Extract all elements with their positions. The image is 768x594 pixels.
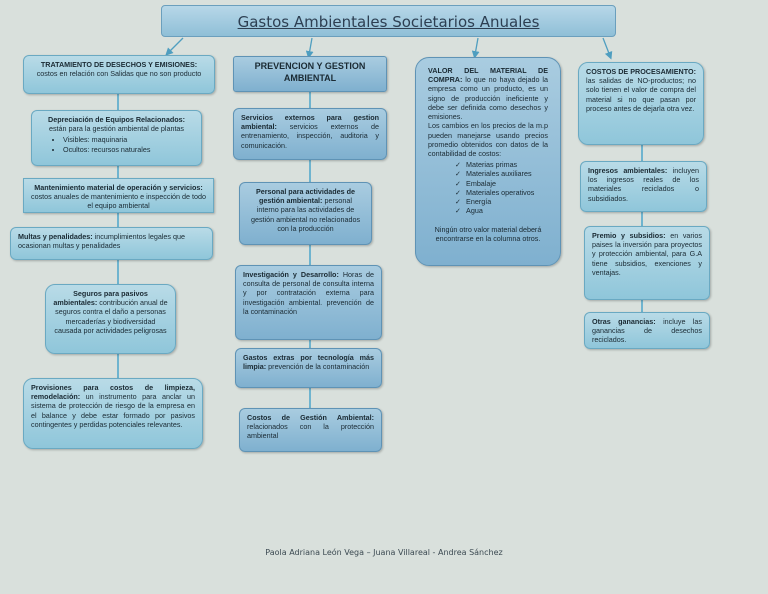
provisiones-heading: Provisiones para costos de limpieza, remodelación: xyxy=(31,383,195,402)
connector-line xyxy=(117,94,119,110)
desechos-emisiones-box xyxy=(23,55,215,94)
tecnologia-limpia-text: prevención de la contaminación xyxy=(268,362,370,372)
personal-heading: Personal para actividades de gestión ambiental: xyxy=(255,187,356,206)
multas-box xyxy=(10,227,213,260)
connector-line xyxy=(117,354,119,378)
costos-procesamiento-heading: COSTOS DE PROCESAMIENTO: xyxy=(586,67,696,76)
seguros-heading: Seguros para pasivos ambientales: xyxy=(53,289,148,308)
arrow-col4 xyxy=(603,38,610,56)
otras-ganancias-text: incluye las ganancias de desechos reciclados. xyxy=(592,317,703,345)
connector-line xyxy=(641,300,643,312)
ingresos-ambientales-heading: Ingresos ambientales: xyxy=(588,166,668,175)
valor-material-heading: VALOR DEL MATERIAL DE COMPRA: xyxy=(428,66,548,85)
depreciacion-box xyxy=(31,110,202,166)
personal-text: personal interno para las actividades de gestión ambiental no relacionados con la producción xyxy=(250,196,361,233)
tecnologia-limpia-box xyxy=(235,348,382,388)
depreciacion-text: están para la gestión ambiental de plantas xyxy=(48,124,185,134)
connector-line xyxy=(117,213,119,227)
servicios-externos-text: servicios externos de entrenamiento, inspección, auditoria y comunicación. xyxy=(241,122,379,150)
multas-text: incumplimientos legales que ocasionan multas y penalidades xyxy=(18,232,185,251)
seguros-box xyxy=(45,284,176,354)
mantenimiento-text: costos anuales de mantenimiento e inspección de todo el equipo ambiental xyxy=(31,192,207,211)
valor-material-text-2: Los cambios en los precios de la m.p pueden manejarse usando precios promedio obtenidos con datos de la contabilidad de costos: xyxy=(428,121,548,158)
connector-line xyxy=(309,340,311,348)
arrow-col2 xyxy=(309,38,312,55)
arrow-col1 xyxy=(168,38,183,53)
page-title: Gastos Ambientales Societarios Anuales xyxy=(161,5,616,37)
arrow-col3 xyxy=(475,38,478,55)
list-item: ✓ Energía xyxy=(466,197,548,206)
investigacion-box xyxy=(235,265,382,340)
connector-line xyxy=(117,166,119,178)
provisiones-box xyxy=(23,378,203,449)
premio-subsidios-heading: Premio y subsidios: xyxy=(592,231,666,240)
mantenimiento-heading: Mantenimiento material de operación y servicios: xyxy=(34,183,203,192)
multas-heading: Multas y penalidades: xyxy=(18,232,93,241)
connector-line xyxy=(309,388,311,408)
connector-line xyxy=(309,245,311,265)
connector-line xyxy=(641,212,643,226)
desechos-emisiones-text: costos en relación con Salidas que no son producto xyxy=(36,69,202,79)
costos-gestion-text: relacionados con la protección ambiental xyxy=(247,422,374,441)
otras-ganancias-heading: Otras ganancias: xyxy=(592,317,656,326)
investigacion-text: Horas de consulta de personal de consulta interna y por contratación externa para investigación ambiental. prevención de la contaminación xyxy=(243,270,375,316)
seguros-text: contribución anual de seguros contra el daño a personas mercaderías y biodiversidad causada por actividades peligrosas xyxy=(54,298,168,335)
prevencion-gestion-heading: PREVENCION Y GESTION AMBIENTAL xyxy=(254,61,366,83)
connector-line xyxy=(117,260,119,284)
prevencion-gestion-box xyxy=(233,56,387,92)
ingresos-ambientales-box xyxy=(580,161,707,212)
valor-material-text: lo que no haya dejado la empresa como un producto, es un signo de producción ineficiente y debe ser definida como desechos y emisiones. xyxy=(428,75,548,122)
ingresos-ambientales-text: incluyen los ingresos reales de los materiales reciclados o subsidiados. xyxy=(588,166,699,203)
authors-footer: Paola Adriana León Vega – Juana Villareal - Andrea Sánchez xyxy=(265,548,503,557)
valor-material-box xyxy=(415,57,561,266)
connector-line xyxy=(309,160,311,182)
list-item: ✓ Agua xyxy=(466,206,548,215)
personal-box xyxy=(239,182,372,245)
valor-material-note: Ningún otro valor material deberá encontrarse en la columna otros. xyxy=(434,224,542,243)
list-item: • Ocultos: recursos naturales xyxy=(63,145,194,154)
costos-procesamiento-box xyxy=(578,62,704,145)
desechos-emisiones-heading: TRATAMIENTO DE DESECHOS Y EMISIONES: xyxy=(40,60,198,69)
tecnologia-limpia-heading: Gastos extras por tecnología más limpia: xyxy=(243,353,374,372)
list-item: ✓ Embalaje xyxy=(466,179,548,188)
provisiones-text: un instrumento para anclar un sistema de protección de riesgo de la empresa en el balance y debe estar formado por pasivos contingentes y perdidas potenciales relevantes. xyxy=(31,392,196,429)
list-item: ✓ Materiales auxiliares xyxy=(466,169,548,178)
list-item: • Visibles: maquinaria xyxy=(63,135,194,144)
servicios-externos-heading: Servicios externos para gestion ambiental: xyxy=(241,113,379,132)
mantenimiento-box xyxy=(23,178,214,213)
otras-ganancias-box xyxy=(584,312,710,349)
connector-line xyxy=(641,145,643,161)
depreciacion-heading: Depreciación de Equipos Relacionados: xyxy=(48,115,185,124)
connector-line xyxy=(309,92,311,108)
list-item: ✓ Materias primas xyxy=(466,160,548,169)
premio-subsidios-box xyxy=(584,226,710,300)
premio-subsidios-text: en varios paises la inversión para proyectos y protección ambiental, para G.A tiene subsidios, exenciones y ventajas. xyxy=(592,231,702,277)
costos-procesamiento-text: las salidas de NO-productos; no solo tienen el valor de compra del material si no que pasan por proceso antes de dejarla otra vez. xyxy=(586,76,696,113)
costos-gestion-box xyxy=(239,408,382,452)
investigacion-heading: Investigación y Desarrollo: xyxy=(243,270,339,279)
servicios-externos-box xyxy=(233,108,387,160)
list-item: ✓ Materiales operativos xyxy=(466,188,548,197)
costos-gestion-heading: Costos de Gestión Ambiental: xyxy=(247,413,374,422)
